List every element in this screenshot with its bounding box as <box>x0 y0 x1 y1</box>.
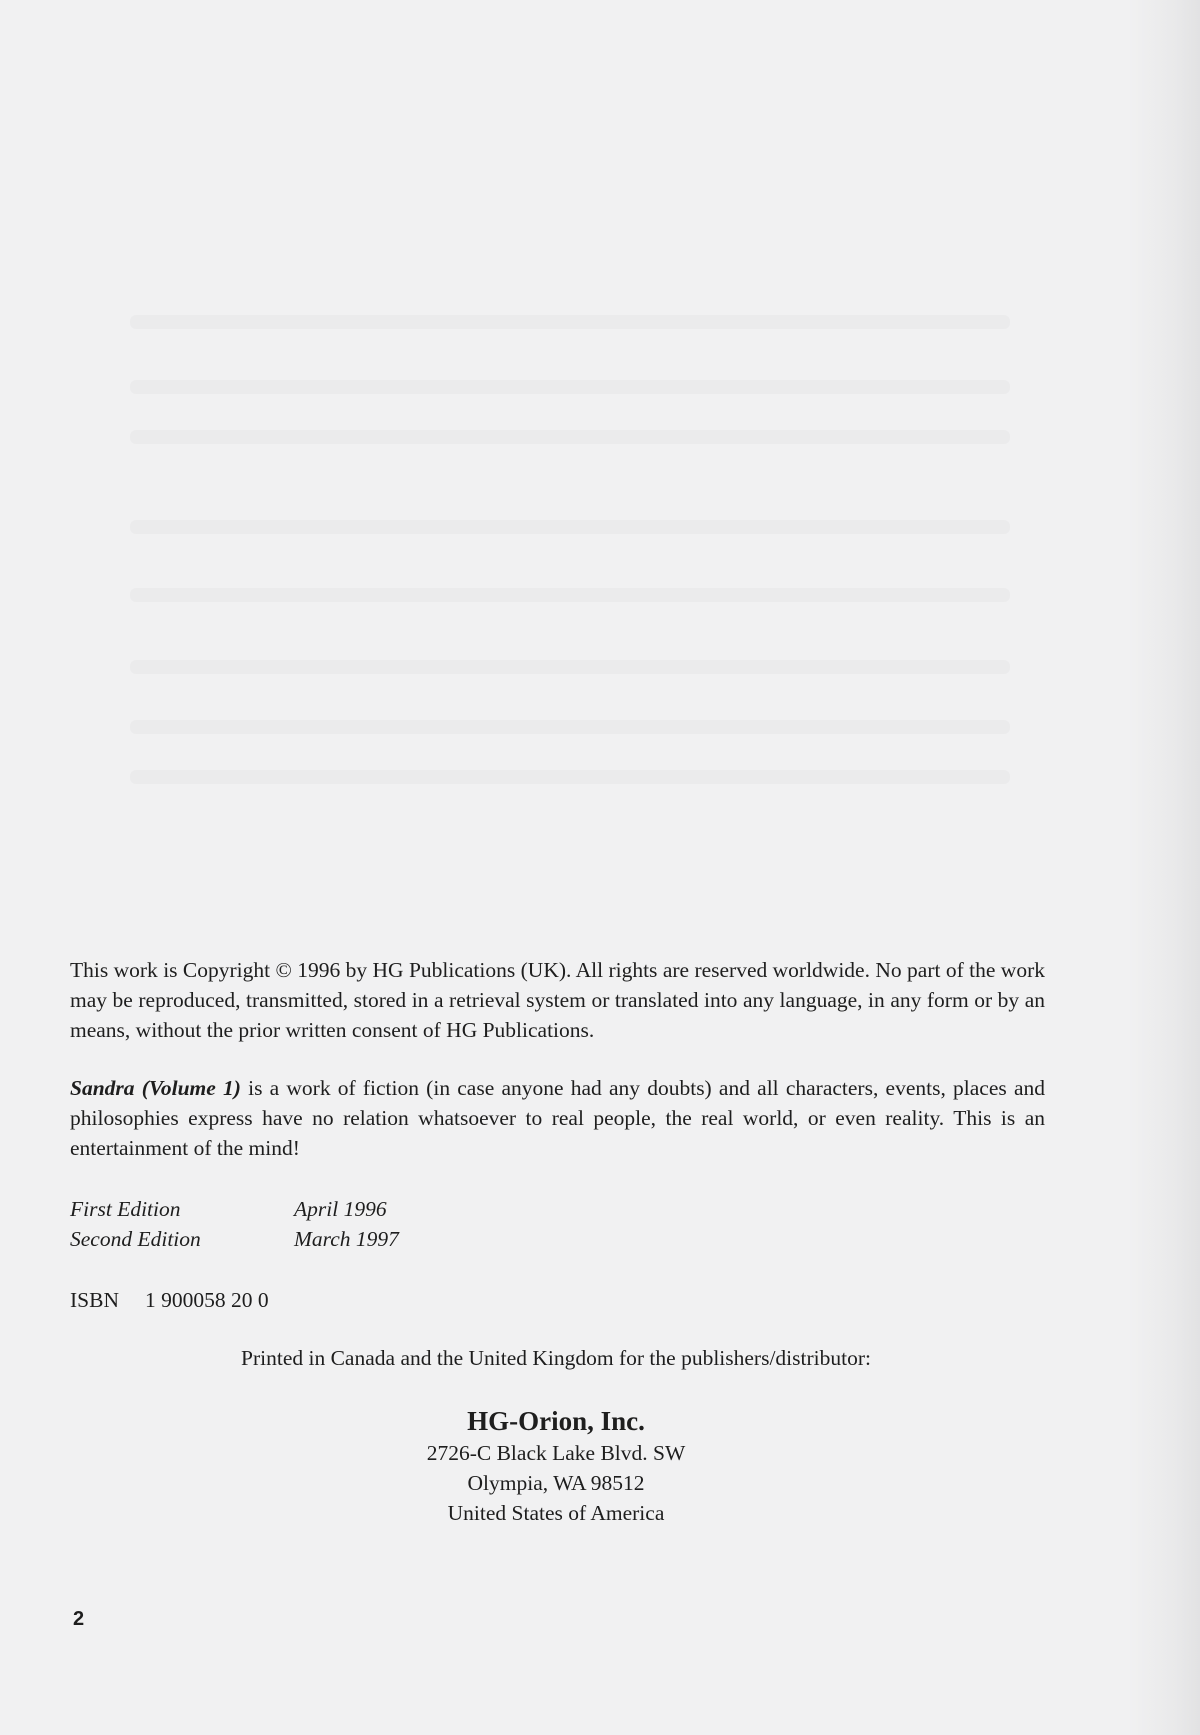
edition-date: April 1996 <box>294 1197 387 1221</box>
printing-note: Printed in Canada and the United Kingdom for the publishers/distributor: <box>241 1346 871 1370</box>
edition-label: First Edition <box>70 1197 181 1221</box>
bleed-through-line <box>130 520 1010 534</box>
disclaimer-text: is a work of fiction (in case anyone had any doubts) and all characters, events, places and philosophies express have no relation whatsoever to real people, the real world, or even reality. This is an entertainment of the mind! <box>70 1076 1045 1160</box>
edition-row <box>70 1194 399 1224</box>
bleed-through-line <box>130 430 1010 444</box>
publisher-country: United States of America <box>447 1501 665 1525</box>
isbn-value: 1 900058 20 0 <box>145 1288 269 1312</box>
isbn-label: ISBN <box>70 1288 119 1312</box>
page-number: 2 <box>73 1608 85 1630</box>
isbn-line <box>70 1285 269 1315</box>
publisher-block <box>0 1404 1112 1528</box>
publisher-address-line-1: 2726-C Black Lake Blvd. SW <box>426 1441 686 1465</box>
bleed-through-line <box>130 588 1010 602</box>
bleed-through-line <box>130 660 1010 674</box>
bleed-through-line <box>130 315 1010 329</box>
fiction-disclaimer <box>70 1073 1045 1163</box>
edition-history <box>70 1194 399 1254</box>
bleed-through-line <box>130 720 1010 734</box>
edition-row <box>70 1224 399 1254</box>
bleed-through-line <box>130 380 1010 394</box>
bleed-through-line <box>130 770 1010 784</box>
edition-date: March 1997 <box>294 1227 399 1251</box>
book-title: Sandra (Volume 1) <box>70 1076 241 1100</box>
publisher-name: HG-Orion, Inc. <box>467 1406 645 1436</box>
publisher-address-line-2: Olympia, WA 98512 <box>467 1471 645 1495</box>
edition-label: Second Edition <box>70 1227 201 1251</box>
copyright-notice: This work is Copyright © 1996 by HG Publications (UK). All rights are reserved worldwide. No part of the work may be reproduced, transmitted, stored in a retrieval system or translated into any language, in any form or by an means, without the prior written consent of HG Publications. <box>70 958 1045 1042</box>
